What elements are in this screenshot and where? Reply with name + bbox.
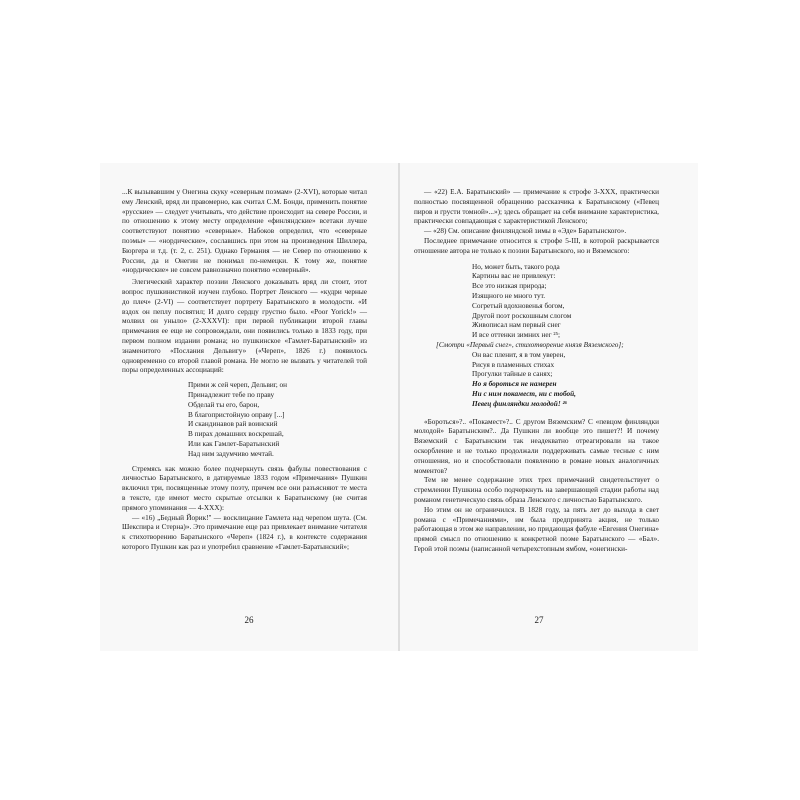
poem-line-emphasis: Певец финляндки молодой! ²⁶ [472,399,568,408]
left-text-column [122,188,367,553]
paragraph: — «16) „Бедный Йорик!" — восклицание Гамлета над черепом шута. (См. Шекспира и Стерна)». Это примечание еще раз привлекает внимание читателя к стихотворению Баратынского «Череп» (1824 г.), в контексте содержания которого Пушкин как раз и употребил сравнение «Гамлет-Баратынский»; [122,513,367,551]
paragraph: Тем не менее содержание этих трех примечаний свидетельствует о стремлении Пушкина особо подчеркнуть на завершающей стадии работы над романом генетическую связь образа Ленского с личностью Баратынского. [414,476,659,504]
poem-excerpt [122,381,367,459]
poem-line: Картины вас не привлекут: [472,272,556,281]
poem-line: Над ним задумчиво мечтай. [188,449,274,458]
poem-line: Другой поэт роскошным слогом [472,311,572,320]
paragraph: Но этим он не ограничился. В 1828 году, за пять лет до выхода в свет романа с «Примечаниями», им была предпринята акция, не только работающая в этом же направлении, но придающая фабуле «Евгения Онегина» прямой смысл по отношению к конкретной поэме Баратынского — «Бал». Герой этой поэмы (написанной четырехстопным ямбом, «онегински- [414,505,659,553]
right-text-column [414,188,659,555]
poem-line: В пирах домашних воскрешай, [188,430,284,439]
poem-line: Живописал нам первый снег [472,321,561,330]
paragraph: — «28) См. описание финляндской зимы в «Эде» Баратынского». [424,227,627,236]
poem-line: Прогулки тайные в санях; [472,370,553,379]
poem-line-emphasis: Но я бороться не намерен [472,380,557,389]
poem-line: Изящного не много тут. [472,291,546,300]
page-number: 27 [534,615,544,625]
poem-line: Согретый вдохновенья богом, [472,301,565,310]
poem-line: Или как Гамлет-Баратынский [188,439,280,448]
poem-line: В благопристойную оправу [...] [188,410,285,419]
poem-line: Все это низкая природа; [472,282,547,291]
right-page [400,163,698,651]
poem-line: И скандинавов рай воинский [188,420,278,429]
poem-line: Обделай ты его, барон, [188,400,260,409]
poem-line: Рисуя в пламенных стихах [472,360,555,369]
paragraph: — «22) Е.А. Баратынский» — примечание к строфе 3-XXX, практически полностью посвященной обращению рассказчика к Баратынскому («Певец пиров и грусти томной»...»); здесь обращает на себя внимание характеристика, практически совпадающая с характеристикой Ленского; [414,188,659,226]
paragraph: «Бороться»?.. «Покамест»?.. С другом Вяземским? С «певцом финляндки молодой» Баратынским?.. Да Пушкин ли вообще это пишет?! И почему Вяземский с Баратынским так неадекватно отреагировали на такое оскорбление и не только продолжали поддерживать самые тесные с ним отношения, но и способствовали появлению в романе новых аналогичных моментов? [414,417,659,475]
paragraph: ...К вызывавшим у Онегина скуку «северным поэмам» (2-XVI), которые читал ему Ленский, вряд ли правомерно, как считал С.М. Бонди, применить понятие «русские» — следует учитывать, что действие происходит на севере России, и по отношению к этому месту определение «финляндские» всетаки лучше соответствуют понятию «северные». Набоков определил, что «северные поэмы» — «нордические», сославшись при этом на произведения Шиллера, Бюргера и т.д. (т. 2, с. 251). Однако Германия — не Север по отношению к России, да и Онегин не понимал по-немецки. К тому же, понятие «нордические» не совсем равнозначно понятию «северный». [122,188,367,275]
paragraph: Последнее примечание относится к строфе 5-III, в которой раскрывается отношение автора не только к поэзии Баратынского, но и Вяземского: [414,236,659,255]
paragraph: Стремясь как можно более подчеркнуть связь фабулы повествования с личностью Баратынского, в датируемые 1833 годом «Примечания» Пушкин включил три, посвященные этому поэту, причем все они разъясняют те места в тексте, где имеют место скрытые отсылки к Баратынскому (не считая прямого упоминания — 4-XXX): [122,464,367,512]
poem-line: Но, может быть, такого рода [472,262,560,271]
page-number: 26 [244,615,254,625]
poem-line-emphasis: Ни с ним покамест, ни с тобой, [472,389,576,398]
paragraph: Элегический характер поэзии Ленского доказывать вряд ли стоит, этот вопрос пушкинистикой изучен глубоко. Портрет Ленского — «кудри черные до плеч» (2-VI) — соответствует портрету Баратынского в молодости. «И вздох он пеплу посвятил; И долго сердцу грустно было. «Poor Yorick!» — молвил он уныло» (2-XXXVI): при первой публикации второй главы примечания ее еще не сопровождали, они появились только в 1833 году, при первом полном издании романа; но пушкинское «Гамлет-Баратынский» из знаменитого «Послания Дельвигу» («Череп», 1826 г.) появилось одновременно со второй главой романа. Не могло не вызвать у читателей той поры определенных ассоциаций: [122,278,367,375]
poem-line: Он вас пленит, я в том уверен, [472,350,566,359]
poem-excerpt [414,263,659,410]
left-page [100,163,398,651]
poem-editorial-note: [Смотри «Первый снег», стихотворение князя Вяземского]; [436,340,624,349]
book-spread [100,163,698,651]
poem-line: Прими ж сей череп, Дельвиг, он [188,381,288,390]
poem-line: Принадлежит тебе по праву [188,390,275,399]
poem-line: И все оттенки зимних нег ²⁵; [472,331,561,340]
